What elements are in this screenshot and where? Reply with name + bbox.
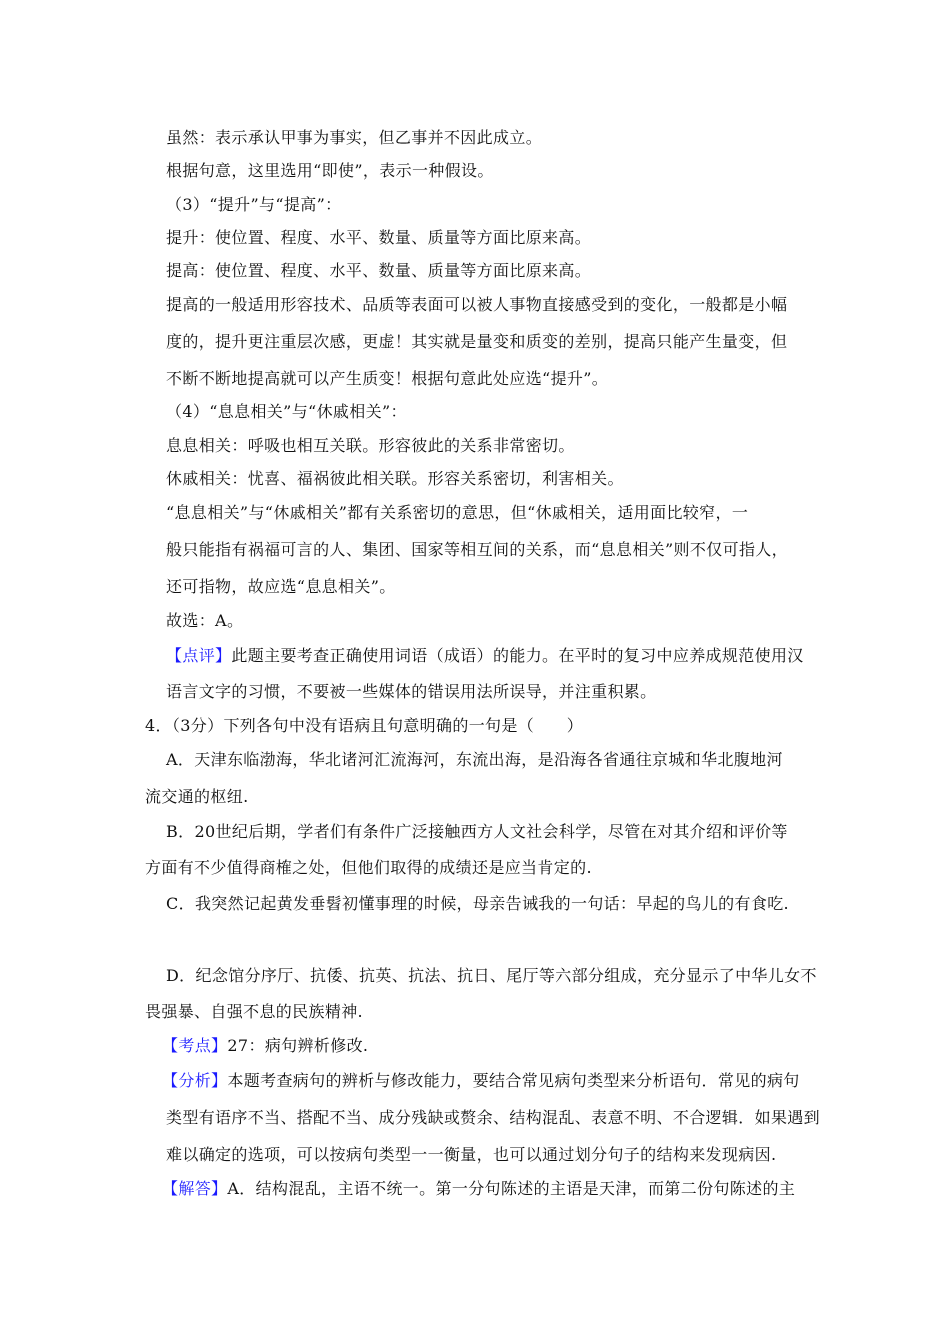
text-line: 息息相关：呼吸也相互关联。形容彼此的关系非常密切。 (166, 436, 575, 455)
option-b-cont: 方面有不少值得商榷之处，但他们取得的成绩还是应当肯定的. (145, 858, 592, 877)
text-line: 提高的一般适用形容技术、品质等表面可以被人事物直接感受到的变化，一般都是小幅 (166, 295, 788, 314)
text-line: （3）“提升”与“提高”： (166, 195, 342, 214)
fenxi-line (162, 1071, 800, 1091)
option-a: A．天津东临渤海，华北诸河汇流海河，东流出海，是沿海各省通往京城和华北腹地河 (166, 750, 783, 769)
comment-line (166, 646, 804, 666)
text-line: “息息相关”与“休戚相关”都有关系密切的意思，但“休戚相关，适用面比较窄，一 (166, 503, 749, 522)
comment-line: 语言文字的习惯，不要被一些媒体的错误用法所误导，并注重积累。 (166, 682, 657, 701)
question-stem: 4．（3分）下列各句中没有语病且句意明确的一句是（ ） (145, 716, 584, 735)
comment-text: 此题主要考查正确使用词语（成语）的能力。在平时的复习中应养成规范使用汉 (231, 646, 804, 665)
fenxi-line: 难以确定的选项，可以按病句类型一一衡量，也可以通过划分句子的结构来发现病因. (166, 1145, 777, 1164)
comment-tag: 【点评】 (166, 646, 232, 665)
text-line: 般只能指有祸福可言的人、集团、国家等相互间的关系，而“息息相关”则不仅可指人， (166, 540, 789, 559)
text-line: 提高：使位置、程度、水平、数量、质量等方面比原来高。 (166, 261, 592, 280)
option-b: B．20世纪后期，学者们有条件广泛接触西方人文社会科学，尽管在对其介绍和评价等 (166, 822, 788, 841)
jieda-text: A．结构混乱，主语不统一。第一分句陈述的主语是天津，而第二份句陈述的主 (227, 1179, 796, 1198)
kaodian-line (162, 1036, 368, 1056)
fenxi-tag: 【分析】 (162, 1071, 228, 1090)
text-line: 不断不断地提高就可以产生质变！根据句意此处应选“提升”。 (166, 369, 609, 388)
option-c: C．我突然记起黄发垂髫初懂事理的时候，母亲告诫我的一句话：早起的鸟儿的有食吃. (166, 894, 789, 913)
text-line: 故选：A。 (166, 611, 244, 630)
text-line: 根据句意，这里选用“即使”，表示一种假设。 (166, 161, 494, 180)
kaodian-tag: 【考点】 (162, 1036, 228, 1055)
text-line: 提升：使位置、程度、水平、数量、质量等方面比原来高。 (166, 228, 592, 247)
kaodian-text: 27：病句辨析修改. (227, 1036, 369, 1055)
text-line: 虽然：表示承认甲事为事实，但乙事并不因此成立。 (166, 128, 543, 147)
jieda-tag: 【解答】 (162, 1179, 228, 1198)
text-line: （4）“息息相关”与“休戚相关”： (166, 402, 407, 421)
option-d: D．纪念馆分序厅、抗倭、抗英、抗法、抗日、尾厅等六部分组成，充分显示了中华儿女不 (166, 966, 817, 985)
fenxi-line: 类型有语序不当、搭配不当、成分残缺或赘余、结构混乱、表意不明、不合逻辑．如果遇到 (166, 1108, 821, 1127)
text-line: 还可指物，故应选“息息相关”。 (166, 577, 396, 596)
text-line: 度的，提升更注重层次感，更虚！其实就是量变和质变的差别，提高只能产生量变，但 (166, 332, 788, 351)
option-a-cont: 流交通的枢纽. (145, 787, 249, 806)
fenxi-text: 本题考查病句的辨析与修改能力，要结合常见病句类型来分析语句．常见的病句 (227, 1071, 800, 1090)
jieda-line (162, 1179, 795, 1199)
option-d-cont: 畏强暴、自强不息的民族精神. (145, 1002, 363, 1021)
text-line: 休戚相关：忧喜、福祸彼此相关联。形容关系密切，利害相关。 (166, 469, 624, 488)
